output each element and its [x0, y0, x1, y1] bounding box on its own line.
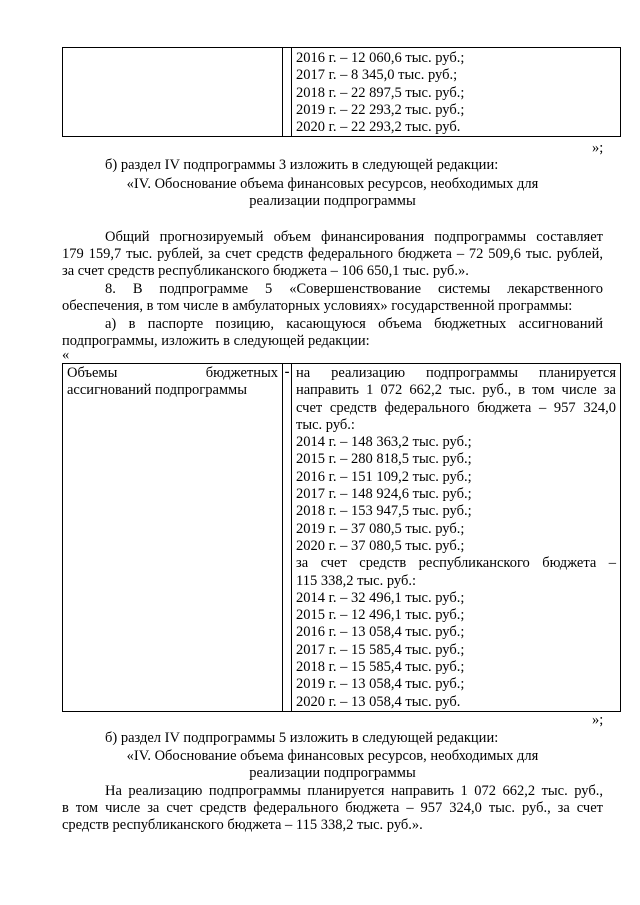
amount-line: 2016 г. – 151 109,2 тыс. руб.;	[296, 468, 472, 485]
table-cell-empty	[63, 48, 283, 137]
amount-line: на реализацию подпрограммы планируется	[296, 365, 616, 381]
paragraph-a-line: подпрограммы, изложить в следующей редакции:	[62, 333, 370, 349]
amount-line: 115 338,2 тыс. руб.:	[296, 572, 417, 589]
amount-line: 2018 г. – 15 585,4 тыс. руб.;	[296, 659, 465, 676]
label-line: ассигнований подпрограммы	[67, 382, 247, 399]
paragraph-final-line: в том числе за счет средств федерального бюджета – 957 324,0 тыс. руб., за счет	[62, 800, 603, 816]
amount-line: 2014 г. – 148 363,2 тыс. руб.;	[296, 434, 472, 451]
table-cell-dash: -	[283, 364, 292, 712]
year-line: 2020 г. – 22 293,2 тыс. руб.	[296, 119, 461, 136]
paragraph-total-line: за счет средств республиканского бюджета – 106 650,1 тыс. руб.».	[62, 263, 469, 279]
year-line: 2016 г. – 12 060,6 тыс. руб.;	[296, 50, 465, 66]
amount-line: 2020 г. – 37 080,5 тыс. руб.;	[296, 537, 465, 554]
amount-line: 2019 г. – 37 080,5 тыс. руб.;	[296, 520, 465, 537]
paragraph-a-line: а) в паспорте позицию, касающуюся объема бюджетных ассигнований	[105, 316, 603, 332]
amount-line: 2015 г. – 12 496,1 тыс. руб.;	[296, 607, 465, 624]
amount-line: 2017 г. – 148 924,6 тыс. руб.;	[296, 486, 472, 503]
amount-line: за счет средств республиканского бюджета –	[296, 555, 616, 572]
amount-line: 2018 г. – 153 947,5 тыс. руб.;	[296, 503, 472, 520]
amount-line: 2017 г. – 15 585,4 тыс. руб.;	[296, 641, 465, 658]
section-heading-line-2: реализации подпрограммы	[249, 765, 416, 781]
closing-quote: »;	[592, 140, 604, 156]
section-heading-line-1: «IV. Обоснование объема финансовых ресурсов, необходимых для	[126, 176, 539, 192]
paragraph-final-line: На реализацию подпрограммы планируется направить 1 072 662,2 тыс. руб.,	[105, 783, 603, 799]
amount-line: тыс. руб.:	[296, 416, 355, 433]
amount-line: 2015 г. – 280 818,5 тыс. руб.;	[296, 451, 472, 468]
table-cell-years	[292, 48, 621, 137]
label-line: Объемы бюджетных	[67, 365, 278, 381]
opening-quote: «	[62, 347, 70, 363]
funding-table-continued	[62, 47, 621, 137]
year-line: 2017 г. – 8 345,0 тыс. руб.;	[296, 67, 458, 84]
paragraph-8-line: обеспечения, в том числе в амбулаторных условиях» государственной программы:	[62, 298, 573, 314]
amount-line: счет средств федерального бюджета – 957 324,0	[296, 399, 616, 416]
paragraph-8-line: 8. В подпрограмме 5 «Совершенствование системы лекарственного	[105, 281, 603, 297]
section-heading-line-2: реализации подпрограммы	[249, 193, 416, 209]
amount-line: 2016 г. – 13 058,4 тыс. руб.;	[296, 624, 465, 641]
paragraph-b-subprogram-3: б) раздел IV подпрограммы 3 изложить в следующей редакции:	[105, 157, 499, 173]
table-cell-separator	[283, 48, 292, 137]
closing-quote: »;	[592, 712, 604, 728]
amount-line: 2020 г. – 13 058,4 тыс. руб.	[296, 693, 461, 710]
year-line: 2019 г. – 22 293,2 тыс. руб.;	[296, 101, 465, 118]
table-cell-label	[63, 364, 283, 712]
amount-line: 2019 г. – 13 058,4 тыс. руб.;	[296, 676, 465, 693]
table-cell-amounts	[292, 364, 621, 712]
budget-allocation-table	[62, 363, 621, 712]
section-heading-line-1: «IV. Обоснование объема финансовых ресурсов, необходимых для	[126, 748, 539, 764]
paragraph-b-subprogram-5: б) раздел IV подпрограммы 5 изложить в следующей редакции:	[105, 730, 499, 746]
paragraph-total-line: 179 159,7 тыс. рублей, за счет средств федерального бюджета – 72 509,6 тыс. рублей,	[62, 246, 603, 262]
paragraph-total-line: Общий прогнозируемый объем финансирования подпрограммы составляет	[105, 229, 603, 245]
amount-line: 2014 г. – 32 496,1 тыс. руб.;	[296, 589, 465, 606]
amount-line: направить 1 072 662,2 тыс. руб., в том числе за	[296, 382, 616, 399]
year-line: 2018 г. – 22 897,5 тыс. руб.;	[296, 84, 465, 101]
paragraph-final-line: средств республиканского бюджета – 115 338,2 тыс. руб.».	[62, 817, 423, 833]
